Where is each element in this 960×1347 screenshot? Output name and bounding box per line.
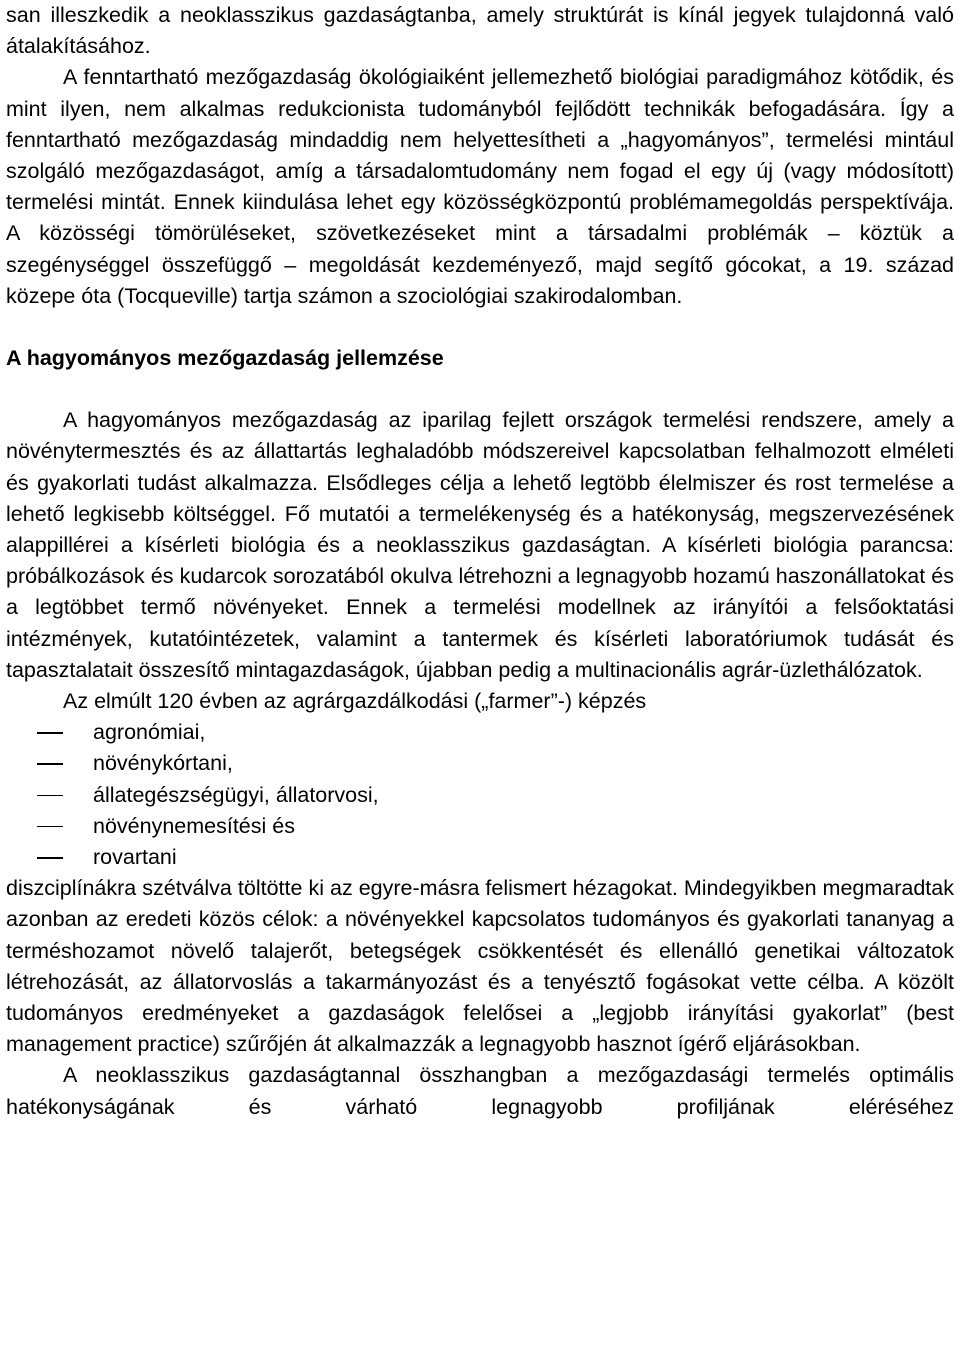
- dash-bullet-icon: [37, 732, 63, 734]
- paragraph-continuation: san illeszkedik a neoklasszikus gazdaságtanba, amely struktúrát is kínál jegyek tulajdonná való átalakításához.: [6, 3, 954, 59]
- dash-bullet-icon: [37, 763, 63, 765]
- list-item: növénynemesítési és: [6, 811, 954, 842]
- paragraph-traditional-agriculture: A hagyományos mezőgazdaság az iparilag fejlett országok termelési rendszere, amely a növénytermesztés és az állattartás leghaladóbb módszereivel kapcsolatban felhalmozott elméleti és gyakorlati tudást alkalmazza. Elsődleges célja a lehető legtöbb élelmiszer és rost termelése a lehető legkisebb költséggel. Fő mutatói a termelékenység és a hatékonyság, megszervezésének alappillérei a kísérleti biológia és a neoklasszikus gazdaságtan. A kísérleti biológia parancsa: próbálkozások és kudarcok sorozatából okulva létrehozni a legnagyobb hozamú haszonállatokat és a legtöbbet termő növényeket. Ennek a termelési modellnek az irányítói a felsőoktatási intézmények, kutatóintézetek, valamint a tantermek és kísérleti laboratóriumok tudását és tapasztalatait összesítő mintagazdaságok, újabban pedig a multinacionális agrár-üzlethálózatok.: [6, 408, 954, 682]
- section-heading: A hagyományos mezőgazdaság jellemzése: [6, 346, 444, 371]
- paragraph-sustainable-agriculture: A fenntartható mezőgazdaság ökológiaiként jellemezhető biológiai paradigmához kötődik, és mint ilyen, nem alkalmas redukcionista tudományból fejlődött technikák befogadására. Így a fenntartható mezőgazdaság mindaddig nem helyettesítheti a „hagyományos”, termelési mintául szolgáló mezőgazdaságot, amíg a társadalomtudomány nem fogad el egy új (vagy módosított) termelési mintát. Ennek kiindulása lehet egy közösségközpontú problémamegoldás perspektívája. A közösségi tömörüléseket, szövetkezéseket mint a társadalmi problémák – köztük a szegénységgel összefüggő – megoldását kezdeményező, majd segítő gócokat, a 19. század közepe óta (Tocqueville) tartja számon a szociológiai szakirodalomban.: [6, 65, 954, 308]
- list-item: rovartani: [6, 842, 954, 873]
- list-item: növénykórtani,: [6, 748, 954, 779]
- dash-bullet-icon: [37, 826, 63, 828]
- dash-bullet-icon: [37, 795, 63, 797]
- paragraph-neoclassical: A neoklasszikus gazdaságtannal összhangban a mezőgazdasági termelés optimális hatékonyságának és várható legnagyobb profiljának eléréséhez: [6, 1063, 954, 1119]
- document-page: [6, 0, 954, 1123]
- paragraph-training-intro: Az elmúlt 120 évben az agrárgazdálkodási („farmer”-) képzés: [63, 689, 647, 714]
- disciplines-list: [6, 717, 954, 873]
- dash-bullet-icon: [37, 857, 63, 859]
- list-item: állategészségügyi, állatorvosi,: [6, 780, 954, 811]
- list-item: agronómiai,: [6, 717, 954, 748]
- paragraph-disciplines: diszciplínákra szétválva töltötte ki az egyre-másra felismert hézagokat. Mindegyikben megmaradtak azonban az eredeti közös célok: a növényekkel kapcsolatos tudományos és gyakorlati tananyag a terméshozamot növelő talajerőt, betegségek csökkentését és ellenálló genetikai változatok létrehozását, az állatorvoslás a takarmányozást és a tenyésztő fogásokat vette célba. A közölt tudományos eredményeket a gazdaságok felelősei a „legjobb irányítási gyakorlat” (best management practice) szűrőjén át alkalmazzák a legnagyobb hasznot ígérő eljárásokban.: [6, 876, 954, 1057]
